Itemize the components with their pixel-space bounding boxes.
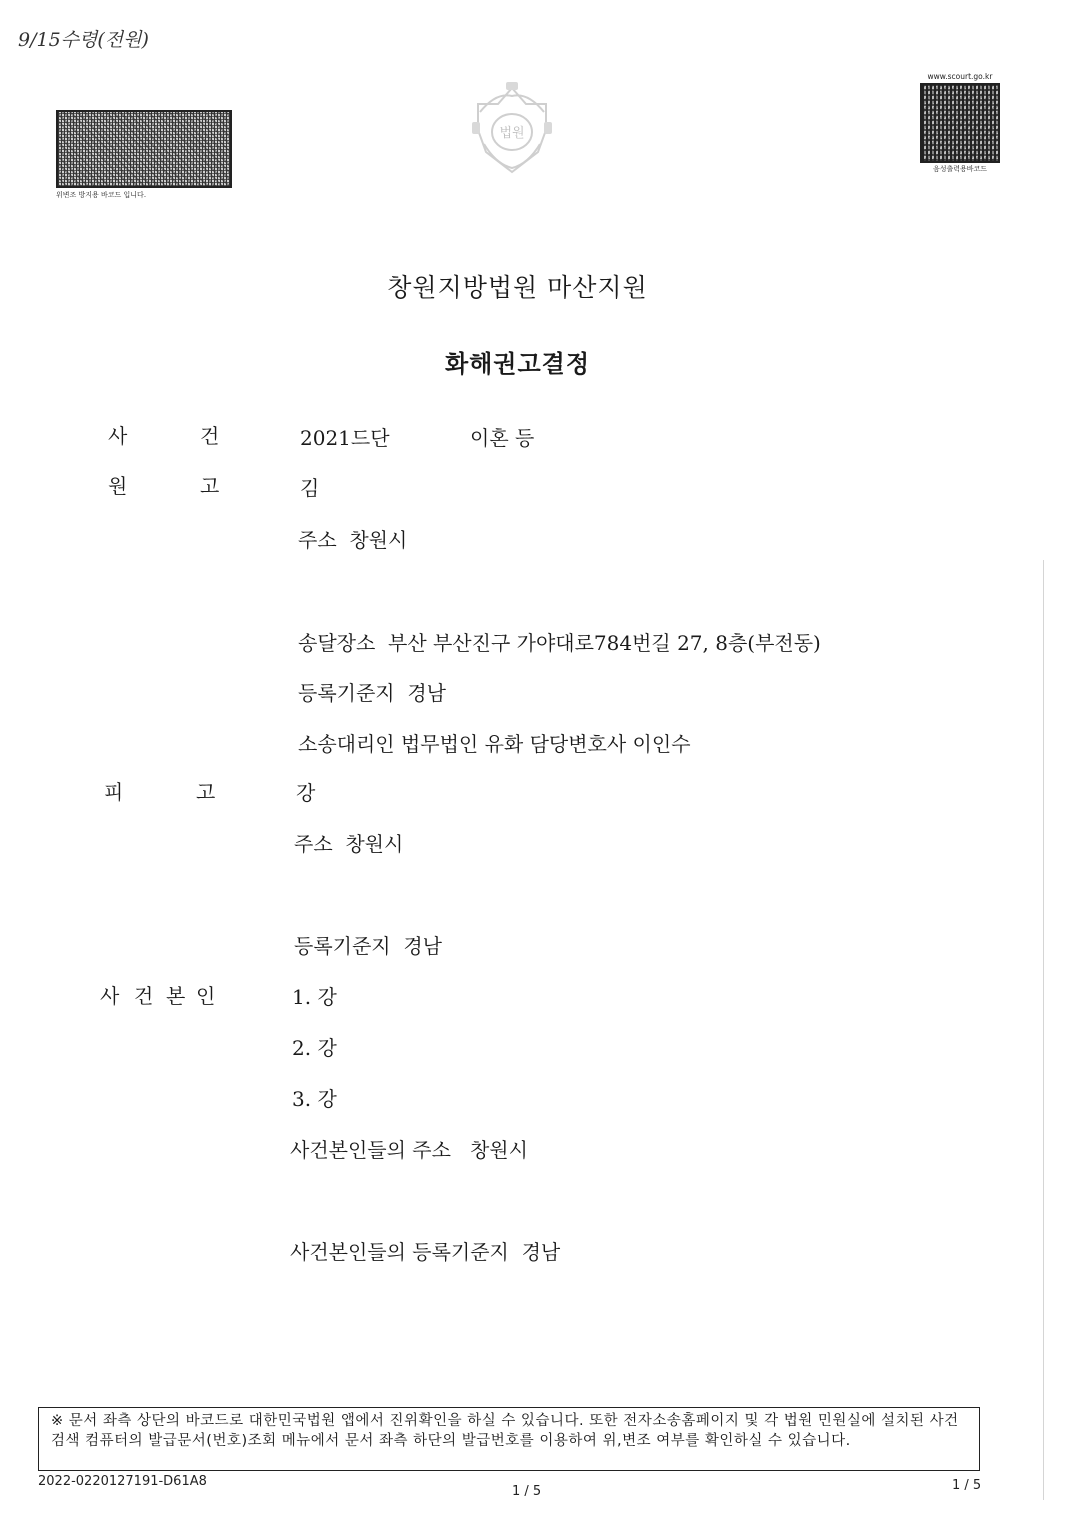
principals-registry: 사건본인들의 등록기준지 경남 [290, 1240, 561, 1264]
page-number-right: 1 / 5 [952, 1478, 982, 1493]
principals-address: 사건본인들의 주소 창원시 [290, 1138, 528, 1162]
scan-edge-line [1043, 560, 1044, 1500]
defendant-label-1: 피 [104, 780, 124, 804]
defendant-name: 강 [296, 781, 316, 805]
barcode-image [56, 110, 232, 188]
case-number: 2021드단 [300, 426, 390, 450]
verification-notice: ※ 문서 좌측 상단의 바코드로 대한민국법원 앱에서 진위확인을 하실 수 있습니다. 또한 전자소송홈페이지 및 각 법원 민원실에 설치된 사건검색 컴퓨터의 발급문서(번호)조회 메뉴에서 문서 좌측 하단의 발급번호를 이용하여 위,변조 여부를 확인하실 수 있습니다. [38, 1407, 980, 1471]
principals-label-3: 본 [166, 984, 186, 1008]
principal-item-1: 1. 강 [292, 985, 337, 1009]
court-name: 창원지방법원 마산지원 [387, 273, 648, 302]
plaintiff-address: 주소 창원시 [298, 528, 408, 552]
plaintiff-delivery-address: 송달장소 부산 부산진구 가야대로784번길 27, 8층(부전동) [298, 631, 821, 655]
principal-item-2: 2. 강 [292, 1036, 337, 1060]
voice-output-barcode [918, 72, 1002, 174]
barcode-caption: 위변조 방지용 바코드 입니다. [56, 191, 147, 199]
case-name: 이혼 등 [470, 426, 535, 450]
plaintiff-label-2: 고 [200, 474, 220, 498]
court-emblem [466, 82, 558, 182]
defendant-address: 주소 창원시 [294, 832, 404, 856]
qr-url: www.scourt.go.kr [927, 72, 993, 81]
principal-item-3: 3. 강 [292, 1087, 337, 1111]
anti-forgery-barcode [56, 110, 232, 200]
case-label-1: 사 [108, 424, 128, 448]
case-label-2: 건 [200, 424, 220, 448]
defendant-registry: 등록기준지 경남 [294, 934, 442, 958]
issue-number: 2022-0220127191-D61A8 [38, 1474, 207, 1489]
principals-label-2: 건 [134, 984, 154, 1008]
principals-label-1: 사 [100, 984, 120, 1008]
plaintiff-label-1: 원 [108, 474, 128, 498]
page-number-center: 1 / 5 [512, 1484, 542, 1499]
principals-label-4: 인 [196, 984, 216, 1008]
qr-code-image [920, 83, 1000, 163]
document-title: 화해권고결정 [444, 349, 591, 378]
handwritten-note: 9/15수령(전원) [18, 29, 149, 51]
plaintiff-name: 김 [300, 476, 320, 500]
qr-caption: 음성출력용바코드 [932, 165, 988, 173]
defendant-label-2: 고 [196, 780, 216, 804]
plaintiff-attorney: 소송대리인 법무법인 유화 담당변호사 이인수 [298, 732, 691, 756]
plaintiff-registry: 등록기준지 경남 [298, 681, 446, 705]
court-seal-text: 법원 [499, 126, 525, 141]
